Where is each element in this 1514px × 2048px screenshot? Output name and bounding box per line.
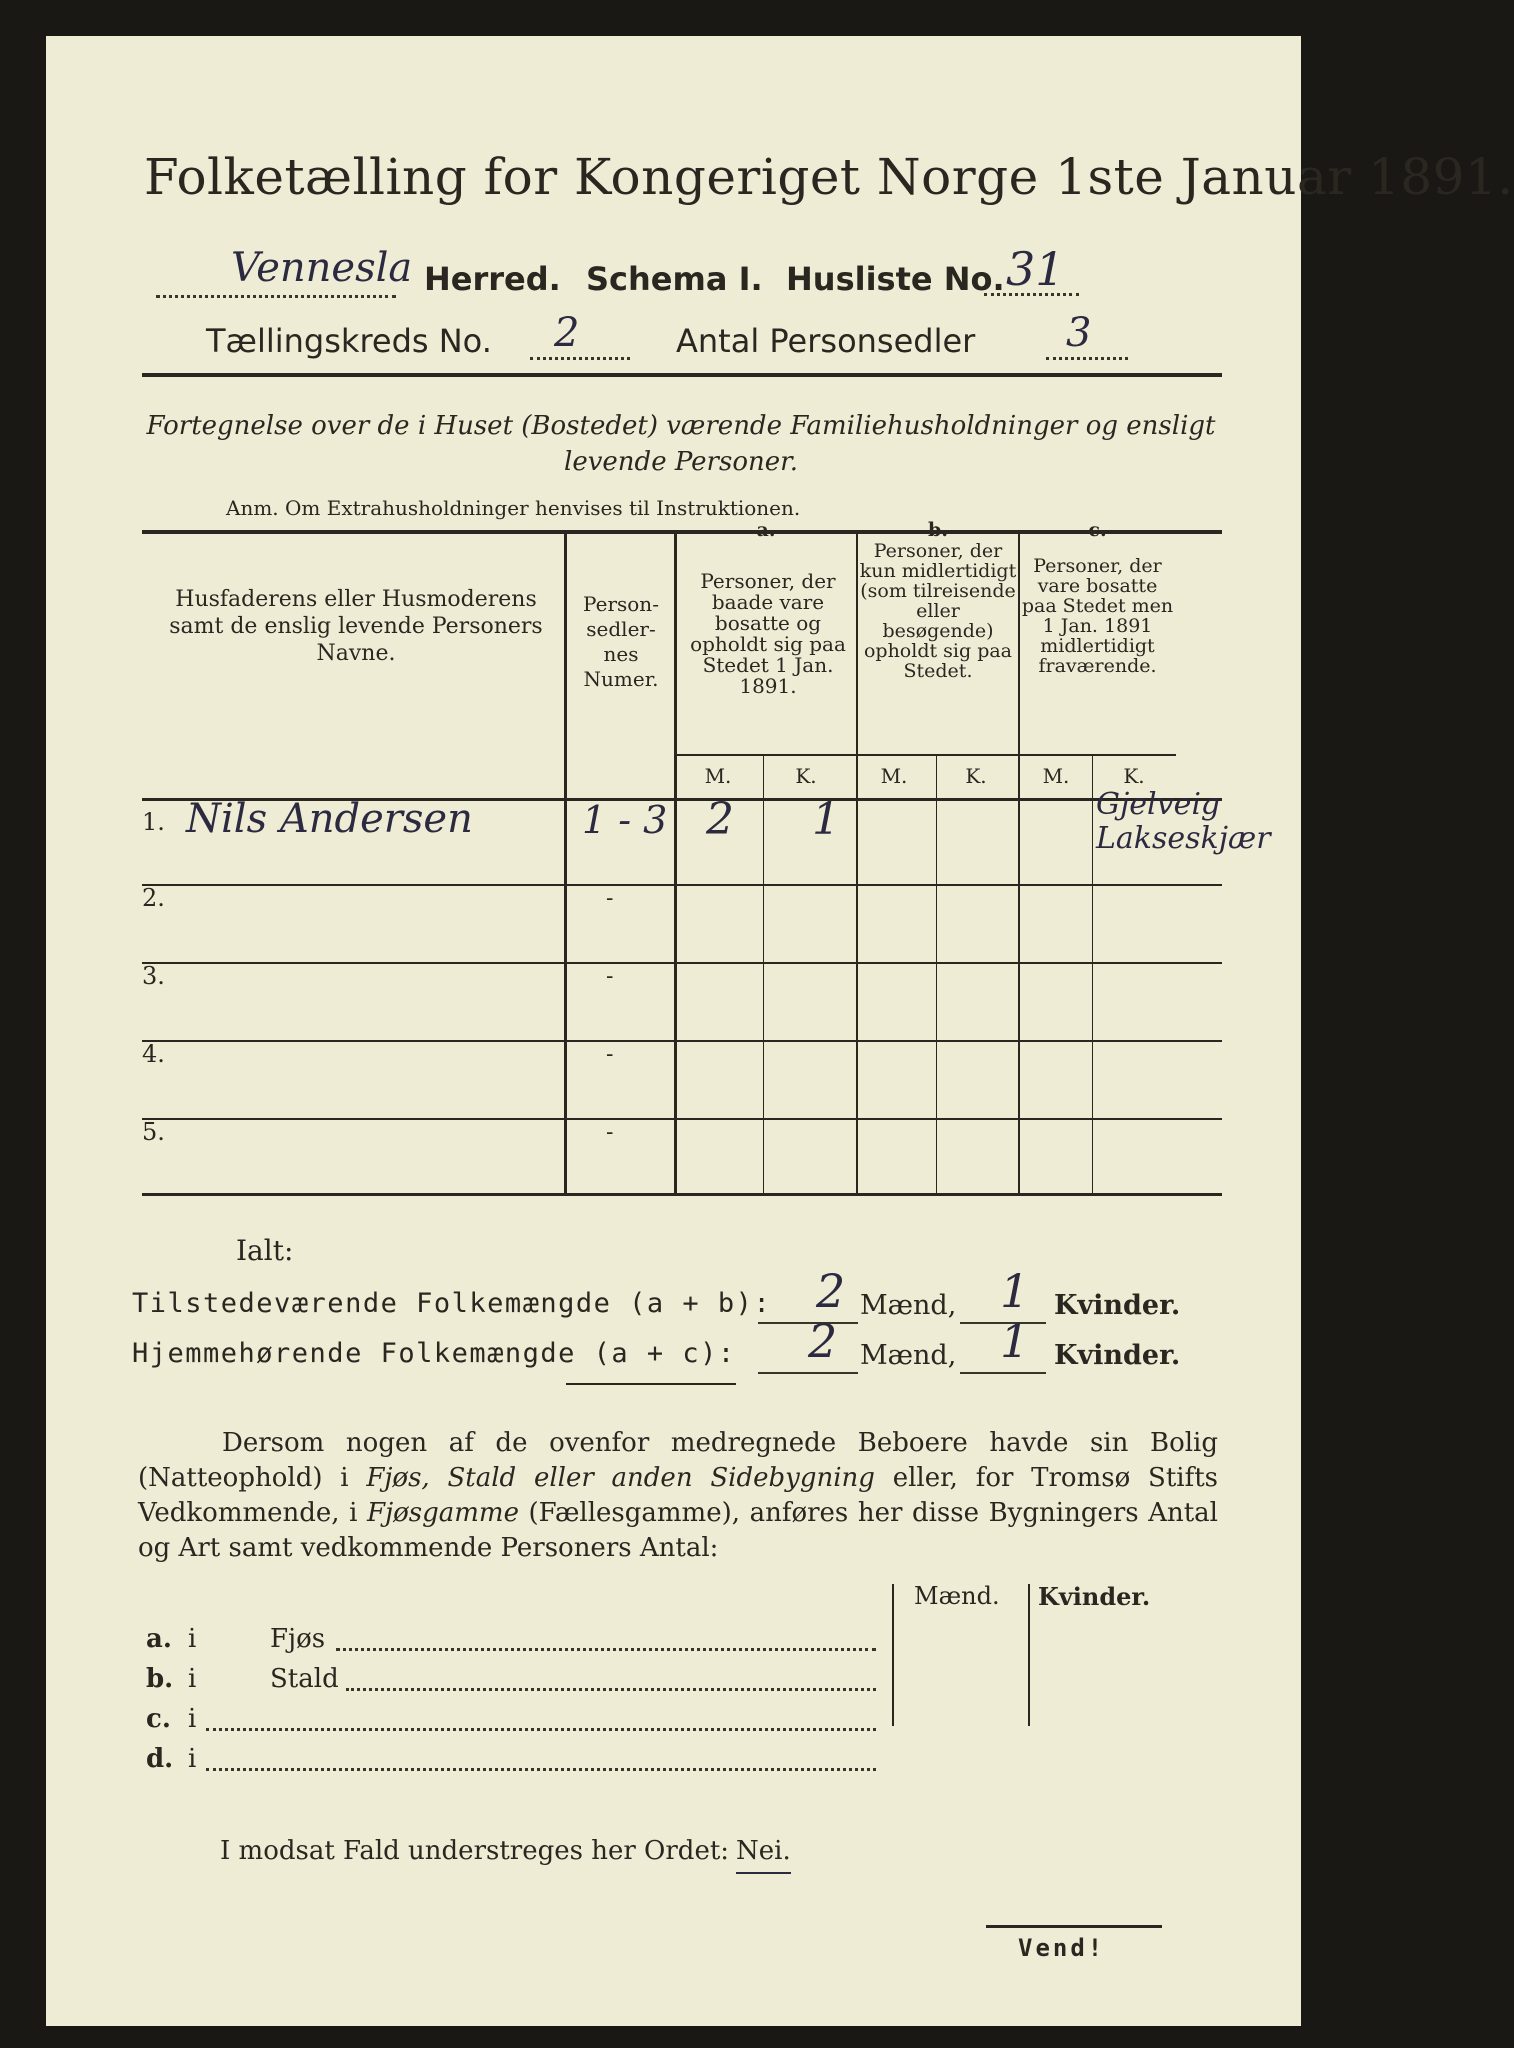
row-number: 3.: [142, 962, 165, 990]
col-b-m: M.: [880, 764, 908, 788]
kvinder-col-header: Kvinder.: [1038, 1582, 1151, 1611]
tilstede-m-value: 2: [816, 1264, 846, 1318]
row-number: 5.: [142, 1118, 165, 1146]
sedler-numbers: 1 - 3: [582, 798, 668, 842]
antal-field: [1046, 310, 1128, 360]
item-letter: b.: [146, 1664, 174, 1694]
herred-label: Herred.: [424, 260, 561, 298]
col-header-b: Personer, der kun midlertidigt (som tilreisende eller besøgende) opholdt sig paa Stedet.: [859, 540, 1017, 682]
maend-col-header: Mænd.: [914, 1582, 1000, 1610]
col-b-letter: b.: [928, 519, 948, 541]
municipality-handwritten: Vennesla: [231, 245, 413, 291]
hjemme-maend: Mænd,: [860, 1340, 957, 1371]
hjemme-kvinder: Kvinder.: [1054, 1340, 1181, 1371]
item-letter: c.: [146, 1704, 171, 1734]
col-divider: [674, 534, 677, 1196]
modsat-text: I modsat Fald understreges her Ordet:: [220, 1836, 730, 1866]
item-label: Stald: [270, 1664, 339, 1694]
col-header-num: Person-sedler-nes Numer.: [583, 592, 659, 691]
col-c-k: K.: [1123, 764, 1145, 788]
section-divider: [566, 1383, 736, 1385]
row-number: 2.: [142, 884, 165, 912]
husliste-label: Husliste No.: [786, 260, 1005, 298]
item-label: Fjøs: [270, 1624, 326, 1654]
antal-label: Antal Personsedler: [676, 322, 976, 360]
col-header-a: Personer, der baade vare bosatte og opholdt sig paa Stedet 1 Jan. 1891.: [690, 569, 846, 698]
col-a-letter: a.: [756, 519, 776, 541]
item-letter: a.: [146, 1624, 172, 1654]
row-rule: [142, 1118, 1222, 1120]
col-b-k: K.: [965, 764, 987, 788]
kreds-number: 2: [554, 310, 580, 356]
tilstede-maend: Mænd,: [860, 1290, 957, 1321]
municipality-line: [156, 245, 413, 298]
row-dash: -: [606, 964, 614, 989]
mk-rule: [676, 754, 1176, 756]
col-a-m: M.: [704, 764, 732, 788]
dotted-line: [346, 1688, 876, 1691]
para-italic-2: Fjøsgamme: [367, 1498, 519, 1528]
row-rule: [142, 884, 1222, 886]
item-i: i: [188, 1744, 197, 1774]
table-bottom-rule: [142, 1193, 1222, 1196]
husliste-field: [984, 242, 1079, 296]
tilstede-k-value: 1: [1000, 1264, 1030, 1318]
antal-number: 3: [1066, 310, 1092, 356]
row-dash: -: [606, 1042, 614, 1067]
col-divider: [564, 534, 567, 1196]
row-rule: [142, 1040, 1222, 1042]
census-form-page: [46, 36, 1514, 2026]
sidebuilding-paragraph: [138, 1426, 1218, 1566]
resident-name: Nils Andersen: [186, 796, 473, 842]
hjemme-label: Hjemmehørende Folkemængde (a + c):: [132, 1338, 736, 1369]
col-divider: [892, 1584, 894, 1726]
nei-word: Nei.: [736, 1836, 791, 1874]
form-title: Folketælling for Kongeriget Norge 1ste Januar 1891.: [144, 148, 1514, 206]
hjemme-m-field: [758, 1314, 858, 1374]
ialt-label: Ialt:: [236, 1234, 294, 1267]
dotted-line: [206, 1728, 876, 1731]
anm-note: Anm. Om Extrahusholdninger henvises til Instruktionen.: [226, 496, 801, 520]
col-a-k-value: 1: [812, 794, 840, 845]
para-text-1: Dersom nogen af de ovenfor medregnede Beboere havde sin Bolig (Natteophold) i: [138, 1428, 1218, 1493]
dotted-line: [336, 1648, 876, 1651]
row-dash: -: [606, 886, 614, 911]
col-a-m-value: 2: [706, 794, 734, 845]
row-number: 1.: [142, 808, 165, 836]
para-text-3: (Fællesgamme), anføres her disse Bygningers Antal og Art samt vedkommende Personers Antal:: [138, 1498, 1218, 1563]
col-divider: [936, 756, 937, 1196]
item-i: i: [188, 1664, 197, 1694]
header-divider: [142, 373, 1222, 377]
col-divider: [1092, 756, 1093, 1196]
item-i: i: [188, 1624, 197, 1654]
schema-label: Schema I.: [586, 260, 763, 298]
vend-rule: [986, 1925, 1162, 1928]
kreds-label: Tællingskreds No.: [206, 322, 492, 360]
row-number: 4.: [142, 1040, 165, 1068]
husliste-number: 31: [1006, 242, 1065, 296]
intro-text: Fortegnelse over de i Huset (Bostedet) værende Familiehusholdninger og ensligt levende Personer.: [146, 411, 1216, 477]
item-letter: d.: [146, 1744, 174, 1774]
hjemme-k-field: [960, 1314, 1046, 1374]
col-c-note: Gjelveig Lakseskjær: [1096, 787, 1271, 856]
col-c-letter: c.: [1088, 519, 1107, 541]
row-dash: -: [606, 1120, 614, 1145]
para-text-2: eller, for Tromsø Stifts Vedkommende, i: [138, 1463, 1218, 1528]
para-italic-1: Fjøs, Stald eller anden Sidebygning: [366, 1463, 875, 1493]
hjemme-k-value: 1: [1000, 1314, 1030, 1368]
dotted-line: [206, 1768, 876, 1771]
col-header-name: Husfaderens eller Husmoderens samt de enslig levende Personers Navne.: [169, 587, 543, 666]
col-a-k: K.: [795, 764, 817, 788]
row-rule: [142, 962, 1222, 964]
col-divider: [763, 756, 764, 1196]
col-c-m: M.: [1042, 764, 1070, 788]
hjemme-m-value: 2: [808, 1314, 838, 1368]
tilstede-kvinder: Kvinder.: [1054, 1290, 1181, 1321]
tilstede-label: Tilstedeværende Folkemængde (a + b):: [132, 1288, 772, 1319]
kreds-field: [530, 310, 630, 360]
vend-label: Vend!: [1018, 1934, 1106, 1962]
col-header-c: Personer, der vare bosatte paa Stedet men 1 Jan. 1891 midlertidigt fraværende.: [1021, 555, 1174, 677]
item-i: i: [188, 1704, 197, 1734]
col-divider: [1028, 1584, 1030, 1726]
